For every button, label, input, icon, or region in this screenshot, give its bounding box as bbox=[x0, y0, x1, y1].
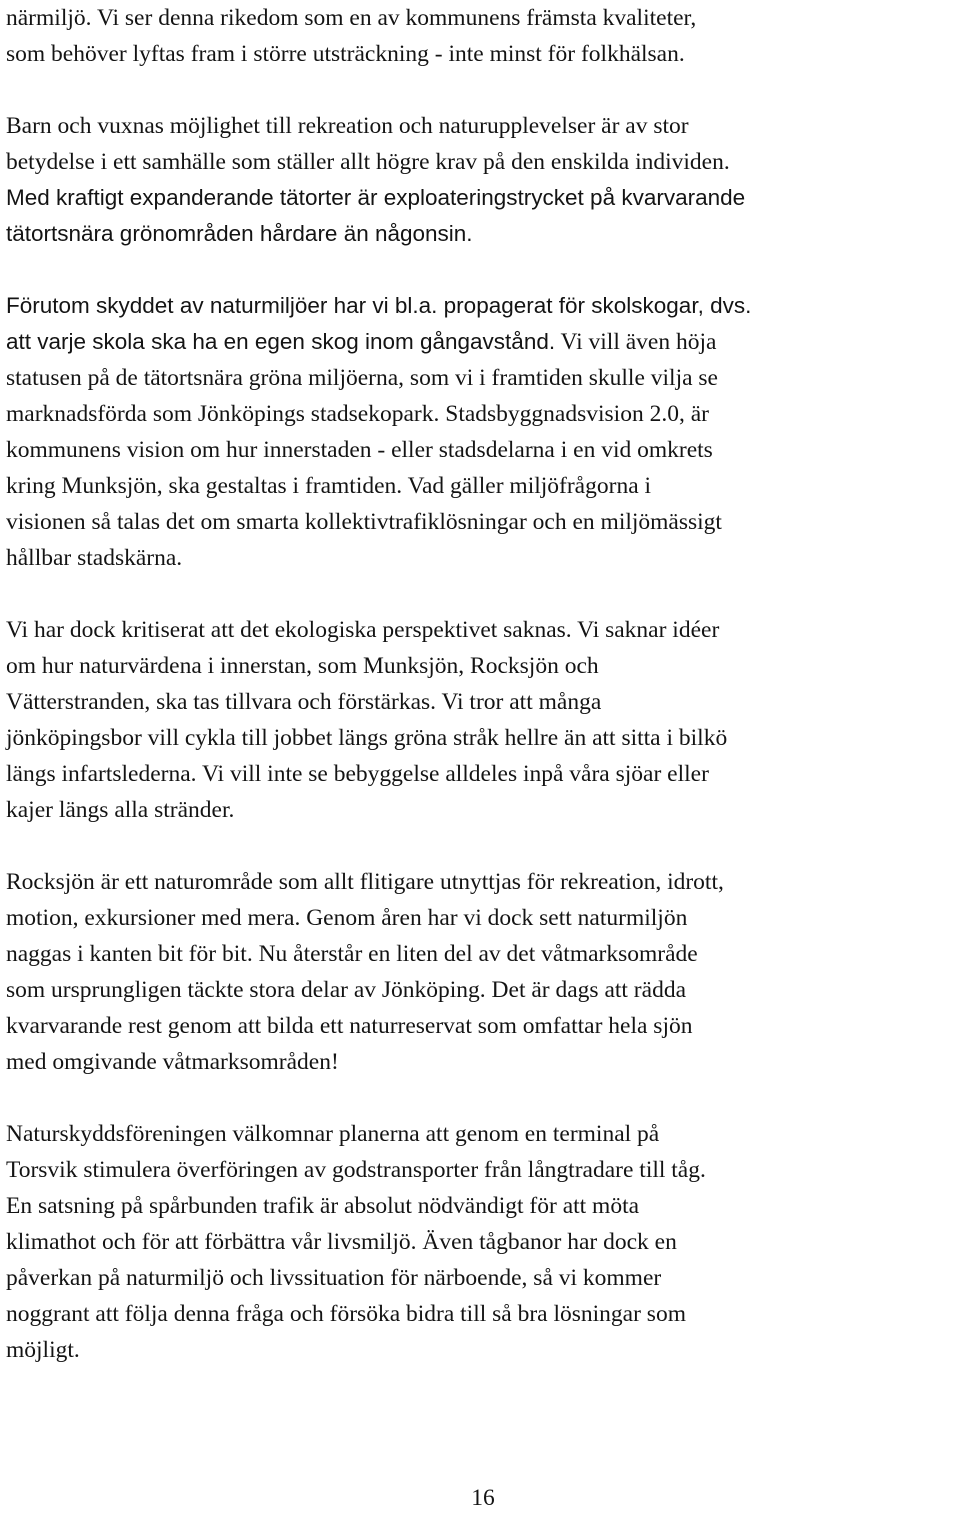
text-line bbox=[6, 720, 956, 756]
text-segment: om hur naturvärdena i innerstan, som Munksjön, Rocksjön och bbox=[6, 653, 599, 679]
text-segment: marknadsförda som Jönköpings stadsekopark. Stadsbyggnadsvision 2.0, är bbox=[6, 401, 709, 427]
text-segment: Naturskyddsföreningen välkomnar planerna att genom en terminal på bbox=[6, 1121, 660, 1147]
text-segment: Torsvik stimulera överföringen av godstransporter från långtradare till tåg. bbox=[6, 1157, 706, 1183]
text-segment: En satsning på spårbunden trafik är absolut nödvändigt för att möta bbox=[6, 1193, 640, 1219]
text-line bbox=[6, 1044, 956, 1080]
text-segment: Rocksjön är ett naturområde som allt flitigare utnyttjas för rekreation, idrott, bbox=[6, 869, 724, 895]
text-segment: påverkan på naturmiljö och livssituation för närboende, så vi kommer bbox=[6, 1265, 662, 1291]
paragraph bbox=[6, 288, 956, 576]
text-line bbox=[6, 1260, 956, 1296]
text-line bbox=[6, 1296, 956, 1332]
text-segment: Med kraftigt expanderande tätorter är exploateringstrycket på kvarvarande bbox=[6, 185, 746, 210]
text-line bbox=[6, 180, 956, 216]
text-line bbox=[6, 108, 956, 144]
text-segment: visionen så talas det om smarta kollektivtrafiklösningar och en miljömässigt bbox=[6, 509, 722, 535]
paragraph bbox=[6, 108, 956, 252]
text-line bbox=[6, 756, 956, 792]
text-line bbox=[6, 540, 956, 576]
text-line bbox=[6, 1008, 956, 1044]
paragraph bbox=[6, 864, 956, 1080]
paragraph bbox=[6, 0, 956, 72]
text-segment: kommunens vision om hur innerstaden - eller stadsdelarna i en vid omkrets bbox=[6, 437, 713, 463]
text-line bbox=[6, 216, 956, 252]
document-body bbox=[6, 0, 956, 1404]
text-segment: hållbar stadskärna. bbox=[6, 545, 183, 571]
text-line bbox=[6, 864, 956, 900]
text-line bbox=[6, 468, 956, 504]
page-number: 16 bbox=[471, 1485, 495, 1511]
text-line bbox=[6, 432, 956, 468]
text-segment: kajer längs alla stränder. bbox=[6, 797, 235, 823]
text-segment: jönköpingsbor vill cykla till jobbet längs gröna stråk hellre än att sitta i bilkö bbox=[6, 725, 728, 751]
text-line bbox=[6, 900, 956, 936]
text-segment: naggas i kanten bit för bit. Nu återstår en liten del av det våtmarksområde bbox=[6, 941, 698, 967]
text-segment: Vi har dock kritiserat att det ekologiska perspektivet saknas. Vi saknar idéer bbox=[6, 617, 720, 643]
text-segment: tätortsnära grönområden hårdare än någonsin. bbox=[6, 221, 473, 246]
text-segment: Förutom skyddet av naturmiljöer har vi bl.a. propagerat för skolskogar, dvs. bbox=[6, 293, 752, 318]
text-segment: betydelse i ett samhälle som ställer allt högre krav på den enskilda individen. bbox=[6, 149, 730, 175]
text-line bbox=[6, 684, 956, 720]
text-line bbox=[6, 972, 956, 1008]
text-line bbox=[6, 396, 956, 432]
text-segment: Vätterstranden, ska tas tillvara och förstärkas. Vi tror att många bbox=[6, 689, 602, 715]
text-segment: kvarvarande rest genom att bilda ett naturreservat som omfattar hela sjön bbox=[6, 1013, 693, 1039]
paragraph bbox=[6, 612, 956, 828]
text-line bbox=[6, 792, 956, 828]
text-line bbox=[6, 1188, 956, 1224]
text-segment: med omgivande våtmarksområden! bbox=[6, 1049, 339, 1075]
text-line bbox=[6, 0, 956, 36]
text-line bbox=[6, 1224, 956, 1260]
text-segment: kring Munksjön, ska gestaltas i framtiden. Vad gäller miljöfrågorna i bbox=[6, 473, 652, 499]
text-line bbox=[6, 612, 956, 648]
text-line bbox=[6, 144, 956, 180]
text-line bbox=[6, 324, 956, 360]
text-line bbox=[6, 288, 956, 324]
text-line bbox=[6, 1332, 956, 1368]
text-segment: noggrant att följa denna fråga och försöka bidra till så bra lösningar som bbox=[6, 1301, 686, 1327]
text-segment: att varje skola ska ha en egen skog inom gångavstånd. bbox=[6, 329, 556, 354]
text-segment: som ursprungligen täckte stora delar av Jönköping. Det är dags att rädda bbox=[6, 977, 686, 1003]
text-line bbox=[6, 504, 956, 540]
text-line bbox=[6, 1152, 956, 1188]
text-line bbox=[6, 36, 956, 72]
text-segment: Vi vill även höja bbox=[555, 329, 717, 355]
text-segment: motion, exkursioner med mera. Genom åren har vi dock sett naturmiljön bbox=[6, 905, 688, 931]
paragraph bbox=[6, 1116, 956, 1368]
text-segment: närmiljö. Vi ser denna rikedom som en av kommunens främsta kvaliteter, bbox=[6, 5, 697, 31]
text-line bbox=[6, 648, 956, 684]
text-segment: klimathot och för att förbättra vår livsmiljö. Även tågbanor har dock en bbox=[6, 1229, 677, 1255]
text-line bbox=[6, 936, 956, 972]
text-segment: Barn och vuxnas möjlighet till rekreation och naturupplevelser är av stor bbox=[6, 113, 689, 139]
text-segment: möjligt. bbox=[6, 1337, 80, 1363]
text-segment: som behöver lyftas fram i större utsträckning - inte minst för folkhälsan. bbox=[6, 41, 685, 67]
text-line bbox=[6, 360, 956, 396]
text-segment: längs infartslederna. Vi vill inte se bebyggelse alldeles inpå våra sjöar eller bbox=[6, 761, 709, 787]
text-segment: statusen på de tätortsnära gröna miljöerna, som vi i framtiden skulle vilja se bbox=[6, 365, 718, 391]
text-line bbox=[6, 1116, 956, 1152]
